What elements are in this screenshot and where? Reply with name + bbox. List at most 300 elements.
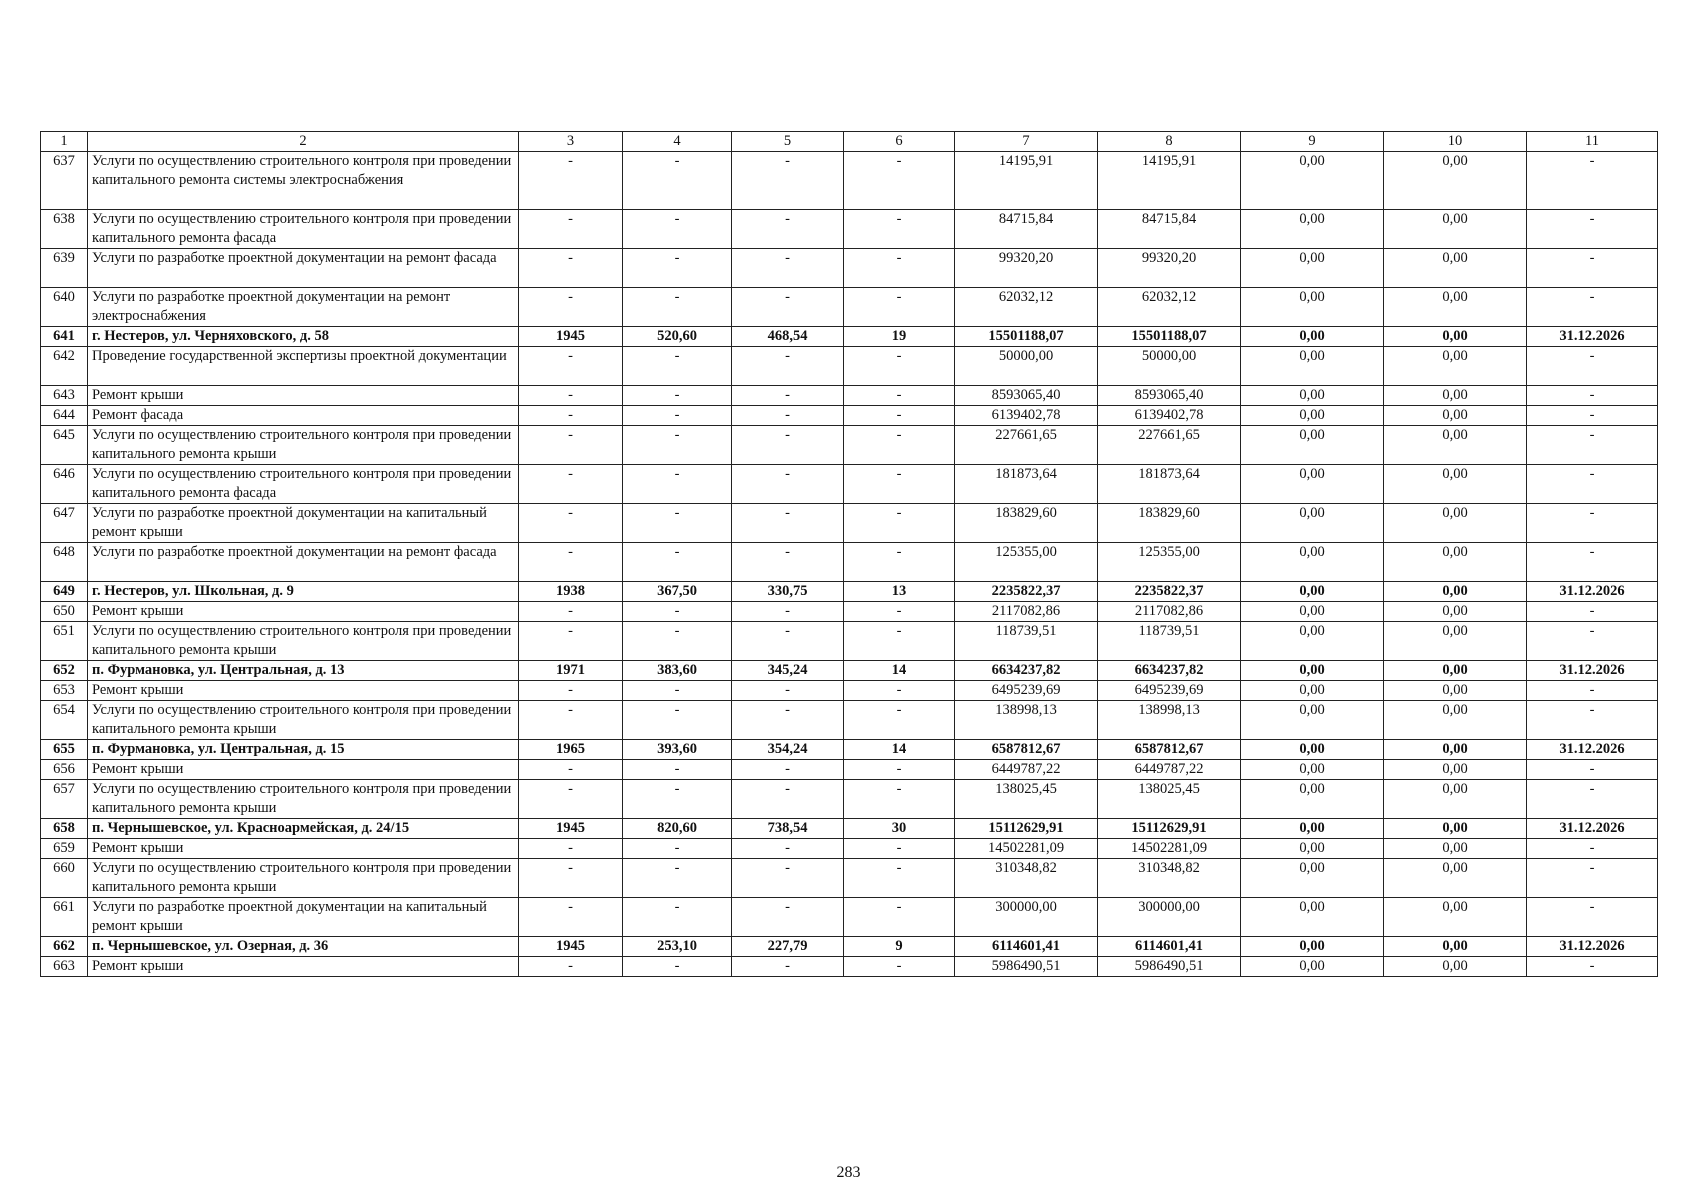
col-4-value: - xyxy=(623,780,732,819)
col-6-value: - xyxy=(844,426,955,465)
col-10-value: 0,00 xyxy=(1384,543,1527,582)
col-7-value: 181873,64 xyxy=(955,465,1098,504)
col-8-value: 6587812,67 xyxy=(1098,740,1241,760)
col-3-value: - xyxy=(519,465,623,504)
col-10-value: 0,00 xyxy=(1384,386,1527,406)
item-name: п. Чернышевское, ул. Озерная, д. 36 xyxy=(88,937,519,957)
item-name: Услуги по разработке проектной документации на капитальный ремонт крыши xyxy=(88,898,519,937)
col-4-value: - xyxy=(623,859,732,898)
col-7-value: 50000,00 xyxy=(955,347,1098,386)
col-9-value: 0,00 xyxy=(1241,898,1384,937)
col-11-value: - xyxy=(1527,957,1658,977)
table-row xyxy=(41,504,1658,543)
col-4-value: - xyxy=(623,701,732,740)
col-9-value: 0,00 xyxy=(1241,152,1384,210)
col-7-value: 6139402,78 xyxy=(955,406,1098,426)
col-10-value: 0,00 xyxy=(1384,661,1527,681)
col-10-value: 0,00 xyxy=(1384,347,1527,386)
col-5-value: - xyxy=(732,701,844,740)
col-6-value: - xyxy=(844,249,955,288)
col-11-value: - xyxy=(1527,288,1658,327)
col-6-value: - xyxy=(844,780,955,819)
col-5-value: - xyxy=(732,760,844,780)
table-row xyxy=(41,426,1658,465)
col-9-value: 0,00 xyxy=(1241,661,1384,681)
col-8-value: 99320,20 xyxy=(1098,249,1241,288)
col-11-value: - xyxy=(1527,701,1658,740)
col-7-value: 118739,51 xyxy=(955,622,1098,661)
col-9-value: 0,00 xyxy=(1241,681,1384,701)
col-4-value: - xyxy=(623,681,732,701)
col-6-value: - xyxy=(844,386,955,406)
col-6-value: - xyxy=(844,152,955,210)
table-row xyxy=(41,406,1658,426)
item-name: Услуги по осуществлению строительного контроля при проведении капитального ремонта крыши xyxy=(88,859,519,898)
col-7-value: 84715,84 xyxy=(955,210,1098,249)
col-4-value: - xyxy=(623,957,732,977)
col-7-value: 310348,82 xyxy=(955,859,1098,898)
row-number: 639 xyxy=(41,249,88,288)
item-name: п. Фурмановка, ул. Центральная, д. 15 xyxy=(88,740,519,760)
col-10-value: 0,00 xyxy=(1384,780,1527,819)
table-row xyxy=(41,957,1658,977)
item-name: Услуги по осуществлению строительного контроля при проведении капитального ремонта системы электроснабжения xyxy=(88,152,519,210)
col-8-value: 310348,82 xyxy=(1098,859,1241,898)
table-row-address xyxy=(41,740,1658,760)
item-name: Проведение государственной экспертизы проектной документации xyxy=(88,347,519,386)
col-8-value: 2235822,37 xyxy=(1098,582,1241,602)
col-8-value: 181873,64 xyxy=(1098,465,1241,504)
row-number: 651 xyxy=(41,622,88,661)
col-5-value: - xyxy=(732,152,844,210)
col-9-value: 0,00 xyxy=(1241,760,1384,780)
table-row-address xyxy=(41,661,1658,681)
col-6-value: - xyxy=(844,602,955,622)
col-10-value: 0,00 xyxy=(1384,859,1527,898)
table-row xyxy=(41,898,1658,937)
col-3-value: - xyxy=(519,839,623,859)
col-7-value: 300000,00 xyxy=(955,898,1098,937)
col-9-value: 0,00 xyxy=(1241,780,1384,819)
table-row xyxy=(41,152,1658,210)
col-8-value: 62032,12 xyxy=(1098,288,1241,327)
table-row xyxy=(41,386,1658,406)
col-5-value: - xyxy=(732,859,844,898)
col-10-value: 0,00 xyxy=(1384,465,1527,504)
column-header: 10 xyxy=(1384,132,1527,152)
column-header: 2 xyxy=(88,132,519,152)
header-row xyxy=(41,132,1658,152)
col-8-value: 2117082,86 xyxy=(1098,602,1241,622)
col-11-value: 31.12.2026 xyxy=(1527,740,1658,760)
col-8-value: 15501188,07 xyxy=(1098,327,1241,347)
col-3-value: - xyxy=(519,681,623,701)
col-9-value: 0,00 xyxy=(1241,602,1384,622)
col-8-value: 14502281,09 xyxy=(1098,839,1241,859)
col-9-value: 0,00 xyxy=(1241,957,1384,977)
col-5-value: - xyxy=(732,681,844,701)
col-3-value: - xyxy=(519,898,623,937)
col-5-value: - xyxy=(732,780,844,819)
col-6-value: 13 xyxy=(844,582,955,602)
col-4-value: 520,60 xyxy=(623,327,732,347)
col-5-value: 227,79 xyxy=(732,937,844,957)
row-number: 663 xyxy=(41,957,88,977)
col-6-value: - xyxy=(844,898,955,937)
col-4-value: - xyxy=(623,622,732,661)
col-5-value: - xyxy=(732,622,844,661)
col-7-value: 14502281,09 xyxy=(955,839,1098,859)
col-3-value: - xyxy=(519,701,623,740)
col-4-value: 393,60 xyxy=(623,740,732,760)
row-number: 645 xyxy=(41,426,88,465)
col-4-value: - xyxy=(623,898,732,937)
col-11-value: - xyxy=(1527,681,1658,701)
col-6-value: - xyxy=(844,957,955,977)
col-10-value: 0,00 xyxy=(1384,819,1527,839)
col-7-value: 8593065,40 xyxy=(955,386,1098,406)
col-11-value: - xyxy=(1527,543,1658,582)
col-9-value: 0,00 xyxy=(1241,937,1384,957)
item-name: Ремонт фасада xyxy=(88,406,519,426)
col-9-value: 0,00 xyxy=(1241,839,1384,859)
column-header: 7 xyxy=(955,132,1098,152)
col-8-value: 6114601,41 xyxy=(1098,937,1241,957)
row-number: 647 xyxy=(41,504,88,543)
col-5-value: 354,24 xyxy=(732,740,844,760)
col-4-value: - xyxy=(623,426,732,465)
col-6-value: - xyxy=(844,465,955,504)
col-6-value: 14 xyxy=(844,740,955,760)
col-11-value: 31.12.2026 xyxy=(1527,819,1658,839)
col-9-value: 0,00 xyxy=(1241,740,1384,760)
col-6-value: - xyxy=(844,288,955,327)
col-6-value: 19 xyxy=(844,327,955,347)
item-name: Услуги по осуществлению строительного контроля при проведении капитального ремонта фасада xyxy=(88,210,519,249)
row-number: 637 xyxy=(41,152,88,210)
col-9-value: 0,00 xyxy=(1241,347,1384,386)
col-9-value: 0,00 xyxy=(1241,859,1384,898)
item-name: Услуги по осуществлению строительного контроля при проведении капитального ремонта фасада xyxy=(88,465,519,504)
col-9-value: 0,00 xyxy=(1241,701,1384,740)
row-number: 657 xyxy=(41,780,88,819)
col-3-value: - xyxy=(519,760,623,780)
col-7-value: 183829,60 xyxy=(955,504,1098,543)
item-name: Услуги по осуществлению строительного контроля при проведении капитального ремонта крыши xyxy=(88,780,519,819)
col-9-value: 0,00 xyxy=(1241,210,1384,249)
row-number: 640 xyxy=(41,288,88,327)
col-3-value: - xyxy=(519,957,623,977)
col-8-value: 84715,84 xyxy=(1098,210,1241,249)
col-11-value: - xyxy=(1527,465,1658,504)
col-9-value: 0,00 xyxy=(1241,426,1384,465)
table-row xyxy=(41,681,1658,701)
table-row-address xyxy=(41,819,1658,839)
col-11-value: - xyxy=(1527,602,1658,622)
column-header: 3 xyxy=(519,132,623,152)
col-4-value: - xyxy=(623,386,732,406)
column-header: 5 xyxy=(732,132,844,152)
column-header: 6 xyxy=(844,132,955,152)
col-8-value: 6139402,78 xyxy=(1098,406,1241,426)
table-row-address xyxy=(41,582,1658,602)
col-7-value: 15501188,07 xyxy=(955,327,1098,347)
col-8-value: 6495239,69 xyxy=(1098,681,1241,701)
col-3-value: 1945 xyxy=(519,937,623,957)
col-10-value: 0,00 xyxy=(1384,701,1527,740)
col-8-value: 6634237,82 xyxy=(1098,661,1241,681)
col-11-value: 31.12.2026 xyxy=(1527,937,1658,957)
row-number: 649 xyxy=(41,582,88,602)
col-3-value: - xyxy=(519,426,623,465)
col-3-value: - xyxy=(519,347,623,386)
row-number: 653 xyxy=(41,681,88,701)
col-10-value: 0,00 xyxy=(1384,602,1527,622)
col-3-value: - xyxy=(519,406,623,426)
col-8-value: 14195,91 xyxy=(1098,152,1241,210)
col-4-value: - xyxy=(623,406,732,426)
col-8-value: 5986490,51 xyxy=(1098,957,1241,977)
col-3-value: - xyxy=(519,622,623,661)
page-number: 283 xyxy=(836,1164,861,1181)
col-7-value: 6634237,82 xyxy=(955,661,1098,681)
item-name: Услуги по разработке проектной документации на ремонт фасада xyxy=(88,543,519,582)
col-10-value: 0,00 xyxy=(1384,622,1527,661)
col-5-value: - xyxy=(732,504,844,543)
col-7-value: 2117082,86 xyxy=(955,602,1098,622)
col-6-value: - xyxy=(844,760,955,780)
table-row xyxy=(41,347,1658,386)
col-6-value: 30 xyxy=(844,819,955,839)
row-number: 660 xyxy=(41,859,88,898)
table-row-address xyxy=(41,327,1658,347)
col-4-value: - xyxy=(623,543,732,582)
col-6-value: - xyxy=(844,504,955,543)
table-row xyxy=(41,288,1658,327)
col-11-value: - xyxy=(1527,622,1658,661)
item-name: Ремонт крыши xyxy=(88,681,519,701)
col-5-value: - xyxy=(732,543,844,582)
col-3-value: - xyxy=(519,249,623,288)
column-header: 8 xyxy=(1098,132,1241,152)
col-3-value: - xyxy=(519,210,623,249)
col-9-value: 0,00 xyxy=(1241,582,1384,602)
col-3-value: - xyxy=(519,288,623,327)
col-7-value: 6587812,67 xyxy=(955,740,1098,760)
col-6-value: - xyxy=(844,859,955,898)
col-7-value: 6114601,41 xyxy=(955,937,1098,957)
col-5-value: 738,54 xyxy=(732,819,844,839)
col-6-value: - xyxy=(844,839,955,859)
col-5-value: - xyxy=(732,347,844,386)
col-3-value: - xyxy=(519,602,623,622)
col-10-value: 0,00 xyxy=(1384,327,1527,347)
col-10-value: 0,00 xyxy=(1384,937,1527,957)
col-8-value: 227661,65 xyxy=(1098,426,1241,465)
table-row xyxy=(41,249,1658,288)
col-10-value: 0,00 xyxy=(1384,249,1527,288)
col-10-value: 0,00 xyxy=(1384,210,1527,249)
col-6-value: - xyxy=(844,406,955,426)
table-row xyxy=(41,543,1658,582)
col-4-value: - xyxy=(623,152,732,210)
col-3-value: 1971 xyxy=(519,661,623,681)
col-11-value: 31.12.2026 xyxy=(1527,661,1658,681)
item-name: Услуги по разработке проектной документации на капитальный ремонт крыши xyxy=(88,504,519,543)
col-5-value: 330,75 xyxy=(732,582,844,602)
col-5-value: - xyxy=(732,898,844,937)
table-row-address xyxy=(41,937,1658,957)
col-3-value: 1965 xyxy=(519,740,623,760)
col-7-value: 6495239,69 xyxy=(955,681,1098,701)
col-11-value: - xyxy=(1527,859,1658,898)
col-3-value: - xyxy=(519,859,623,898)
col-5-value: - xyxy=(732,210,844,249)
col-10-value: 0,00 xyxy=(1384,288,1527,327)
col-10-value: 0,00 xyxy=(1384,839,1527,859)
col-3-value: - xyxy=(519,386,623,406)
col-5-value: - xyxy=(732,957,844,977)
col-11-value: - xyxy=(1527,839,1658,859)
col-10-value: 0,00 xyxy=(1384,681,1527,701)
col-11-value: 31.12.2026 xyxy=(1527,327,1658,347)
col-4-value: - xyxy=(623,347,732,386)
col-8-value: 6449787,22 xyxy=(1098,760,1241,780)
col-11-value: - xyxy=(1527,780,1658,819)
col-10-value: 0,00 xyxy=(1384,760,1527,780)
col-5-value: - xyxy=(732,602,844,622)
col-8-value: 138998,13 xyxy=(1098,701,1241,740)
col-7-value: 138998,13 xyxy=(955,701,1098,740)
col-3-value: 1938 xyxy=(519,582,623,602)
col-10-value: 0,00 xyxy=(1384,957,1527,977)
col-6-value: - xyxy=(844,210,955,249)
col-7-value: 2235822,37 xyxy=(955,582,1098,602)
col-6-value: - xyxy=(844,347,955,386)
row-number: 641 xyxy=(41,327,88,347)
col-4-value: 383,60 xyxy=(623,661,732,681)
col-11-value: 31.12.2026 xyxy=(1527,582,1658,602)
column-header: 4 xyxy=(623,132,732,152)
col-11-value: - xyxy=(1527,249,1658,288)
col-9-value: 0,00 xyxy=(1241,249,1384,288)
col-10-value: 0,00 xyxy=(1384,406,1527,426)
col-9-value: 0,00 xyxy=(1241,327,1384,347)
item-name: Ремонт крыши xyxy=(88,386,519,406)
col-3-value: - xyxy=(519,504,623,543)
col-10-value: 0,00 xyxy=(1384,426,1527,465)
item-name: Услуги по разработке проектной документации на ремонт фасада xyxy=(88,249,519,288)
col-10-value: 0,00 xyxy=(1384,582,1527,602)
table-row xyxy=(41,839,1658,859)
col-10-value: 0,00 xyxy=(1384,152,1527,210)
item-name: Услуги по осуществлению строительного контроля при проведении капитального ремонта крыши xyxy=(88,426,519,465)
col-7-value: 14195,91 xyxy=(955,152,1098,210)
col-7-value: 125355,00 xyxy=(955,543,1098,582)
col-11-value: - xyxy=(1527,760,1658,780)
item-name: г. Нестеров, ул. Школьная, д. 9 xyxy=(88,582,519,602)
col-3-value: - xyxy=(519,543,623,582)
col-11-value: - xyxy=(1527,386,1658,406)
row-number: 643 xyxy=(41,386,88,406)
item-name: Ремонт крыши xyxy=(88,957,519,977)
col-8-value: 138025,45 xyxy=(1098,780,1241,819)
item-name: Услуги по осуществлению строительного контроля при проведении капитального ремонта крыши xyxy=(88,701,519,740)
row-number: 654 xyxy=(41,701,88,740)
col-8-value: 50000,00 xyxy=(1098,347,1241,386)
col-5-value: - xyxy=(732,249,844,288)
col-9-value: 0,00 xyxy=(1241,819,1384,839)
column-header: 11 xyxy=(1527,132,1658,152)
row-number: 648 xyxy=(41,543,88,582)
col-6-value: 9 xyxy=(844,937,955,957)
col-4-value: - xyxy=(623,210,732,249)
col-4-value: - xyxy=(623,504,732,543)
table-row xyxy=(41,210,1658,249)
table-row xyxy=(41,701,1658,740)
row-number: 659 xyxy=(41,839,88,859)
col-7-value: 138025,45 xyxy=(955,780,1098,819)
col-5-value: - xyxy=(732,839,844,859)
col-9-value: 0,00 xyxy=(1241,406,1384,426)
item-name: Услуги по разработке проектной документации на ремонт электроснабжения xyxy=(88,288,519,327)
col-3-value: 1945 xyxy=(519,819,623,839)
col-4-value: - xyxy=(623,760,732,780)
col-7-value: 6449787,22 xyxy=(955,760,1098,780)
column-header: 1 xyxy=(41,132,88,152)
col-11-value: - xyxy=(1527,504,1658,543)
col-7-value: 99320,20 xyxy=(955,249,1098,288)
table-row xyxy=(41,780,1658,819)
col-4-value: - xyxy=(623,249,732,288)
col-4-value: - xyxy=(623,465,732,504)
col-9-value: 0,00 xyxy=(1241,288,1384,327)
col-11-value: - xyxy=(1527,898,1658,937)
table-row xyxy=(41,760,1658,780)
row-number: 656 xyxy=(41,760,88,780)
col-11-value: - xyxy=(1527,210,1658,249)
row-number: 661 xyxy=(41,898,88,937)
col-9-value: 0,00 xyxy=(1241,386,1384,406)
row-number: 644 xyxy=(41,406,88,426)
col-6-value: - xyxy=(844,622,955,661)
col-4-value: - xyxy=(623,288,732,327)
table-row xyxy=(41,602,1658,622)
col-7-value: 15112629,91 xyxy=(955,819,1098,839)
col-5-value: - xyxy=(732,288,844,327)
row-number: 655 xyxy=(41,740,88,760)
row-number: 642 xyxy=(41,347,88,386)
col-7-value: 5986490,51 xyxy=(955,957,1098,977)
col-10-value: 0,00 xyxy=(1384,740,1527,760)
item-name: Ремонт крыши xyxy=(88,839,519,859)
col-6-value: 14 xyxy=(844,661,955,681)
item-name: г. Нестеров, ул. Черняховского, д. 58 xyxy=(88,327,519,347)
row-number: 652 xyxy=(41,661,88,681)
col-11-value: - xyxy=(1527,152,1658,210)
col-5-value: - xyxy=(732,426,844,465)
col-8-value: 8593065,40 xyxy=(1098,386,1241,406)
col-5-value: - xyxy=(732,406,844,426)
col-5-value: 468,54 xyxy=(732,327,844,347)
col-5-value: - xyxy=(732,465,844,504)
col-4-value: 367,50 xyxy=(623,582,732,602)
col-6-value: - xyxy=(844,543,955,582)
column-header: 9 xyxy=(1241,132,1384,152)
col-4-value: - xyxy=(623,602,732,622)
col-3-value: 1945 xyxy=(519,327,623,347)
col-6-value: - xyxy=(844,681,955,701)
